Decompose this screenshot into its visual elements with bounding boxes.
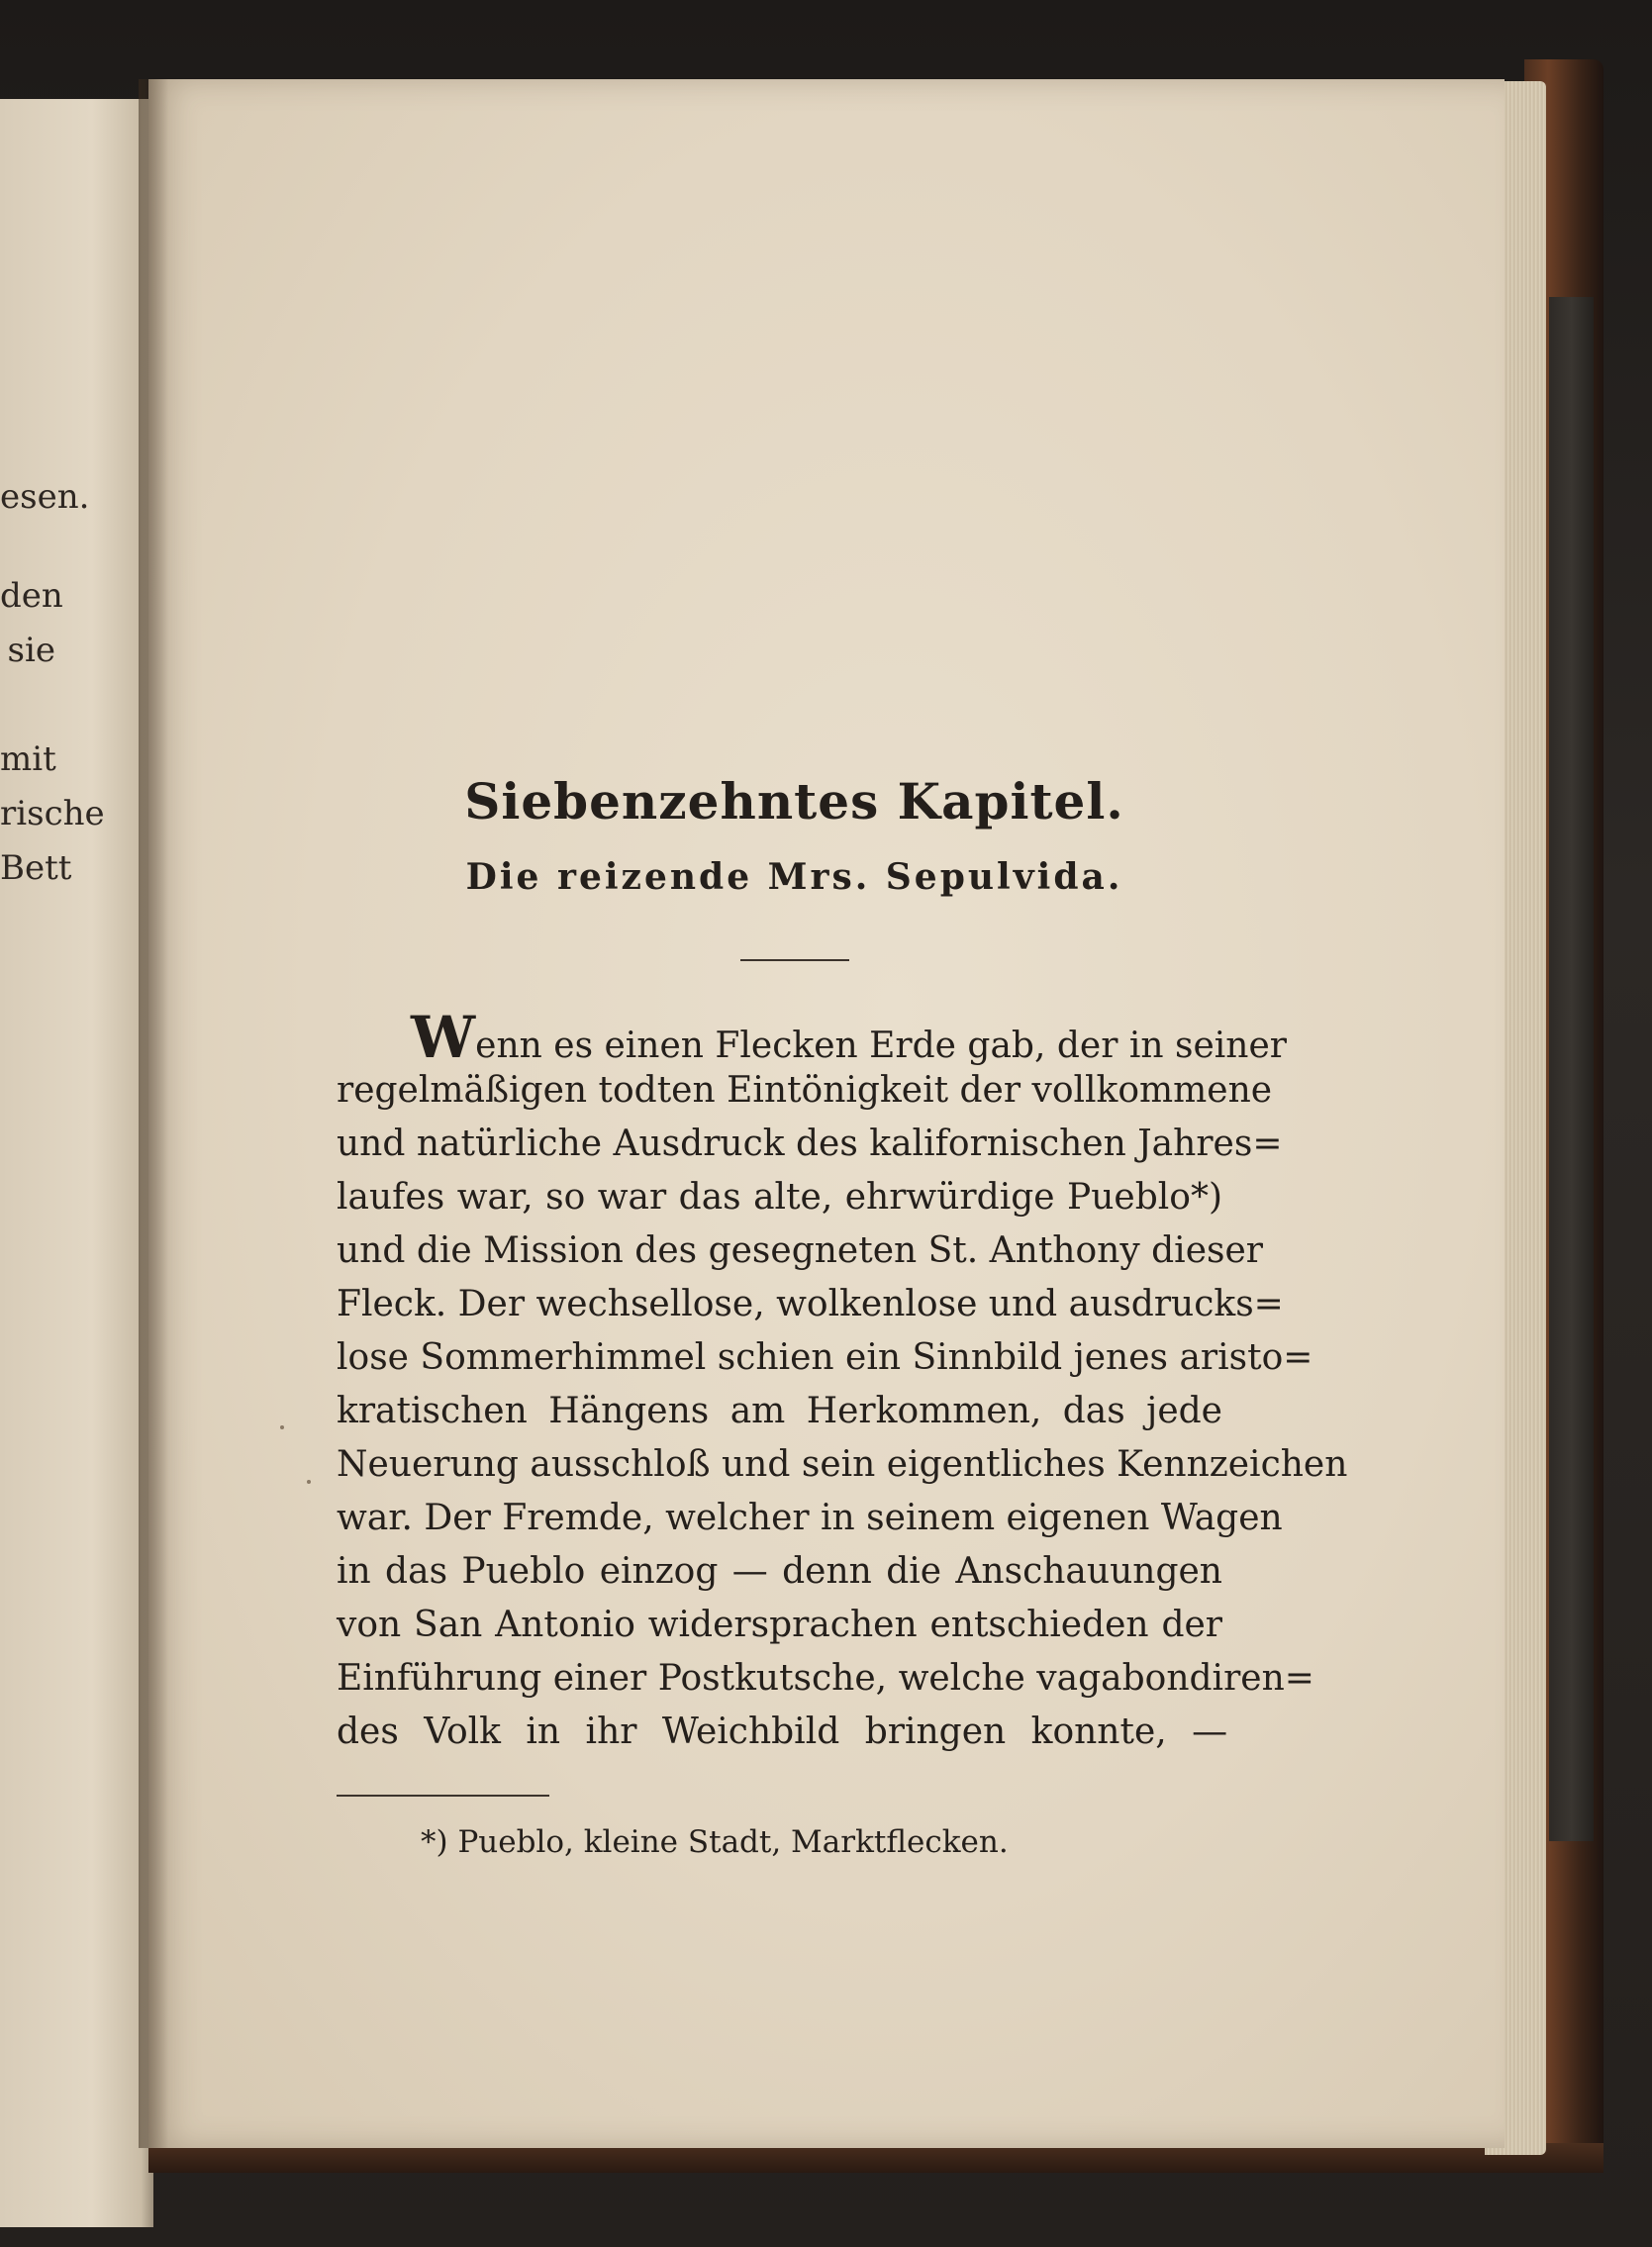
left-page-fragment: Bett: [0, 848, 72, 888]
left-facing-page: [0, 99, 153, 2227]
left-page-fragment: rische: [0, 794, 105, 833]
body-line: von San Antonio widersprachen entschieden der: [337, 1605, 1222, 1645]
left-page-fragment: esen.: [0, 477, 90, 517]
gutter-shadow: [139, 79, 168, 2148]
body-line: Neuerung ausschloß und sein eigentliches Kennzeichen: [337, 1444, 1348, 1485]
chapter-title: Siebenzehntes Kapitel.: [464, 772, 1124, 830]
body-line: lose Sommerhimmel schien ein Sinnbild jenes aristo=: [337, 1337, 1313, 1378]
left-page-fragment: den: [0, 576, 63, 616]
body-line: und natürliche Ausdruck des kalifornischen Jahres=: [337, 1124, 1283, 1164]
paper-speck: [280, 1425, 284, 1429]
body-line: und die Mission des gesegneten St. Anthony dieser: [337, 1230, 1263, 1271]
body-line: des Volk in ihr Weichbild bringen konnte, —: [337, 1711, 1228, 1752]
body-first-line: [337, 1004, 1287, 1071]
body-line: in das Pueblo einzog — denn die Anschauungen: [337, 1551, 1222, 1592]
body-line: laufes war, so war das alte, ehrwürdige Pueblo*): [337, 1177, 1222, 1218]
drop-cap: W: [411, 1004, 476, 1071]
body-line: Einführung einer Postkutsche, welche vagabondiren=: [337, 1658, 1314, 1699]
first-line-text: enn es einen Flecken Erde gab, der in seiner: [475, 1026, 1287, 1066]
book-spine-board: [1549, 297, 1594, 1841]
left-page-fragment: mit: [0, 739, 56, 779]
title-divider: [740, 959, 849, 961]
page-text-block: [337, 772, 1348, 1860]
footnote: *) Pueblo, kleine Stadt, Marktflecken.: [421, 1824, 1009, 1860]
body-line: Fleck. Der wechsellose, wolkenlose und ausdrucks=: [337, 1284, 1284, 1324]
body-line: regelmäßigen todten Eintönigkeit der vollkommene: [337, 1070, 1273, 1111]
footnote-divider: [337, 1795, 549, 1797]
chapter-subtitle: Die reizende Mrs. Sepulvida.: [465, 856, 1123, 898]
body-line: kratischen Hängens am Herkommen, das jede: [337, 1391, 1222, 1431]
paper-speck: [307, 1480, 311, 1484]
body-line: war. Der Fremde, welcher in seinem eigenen Wagen: [337, 1498, 1283, 1538]
left-page-fragment: sie: [7, 631, 55, 670]
